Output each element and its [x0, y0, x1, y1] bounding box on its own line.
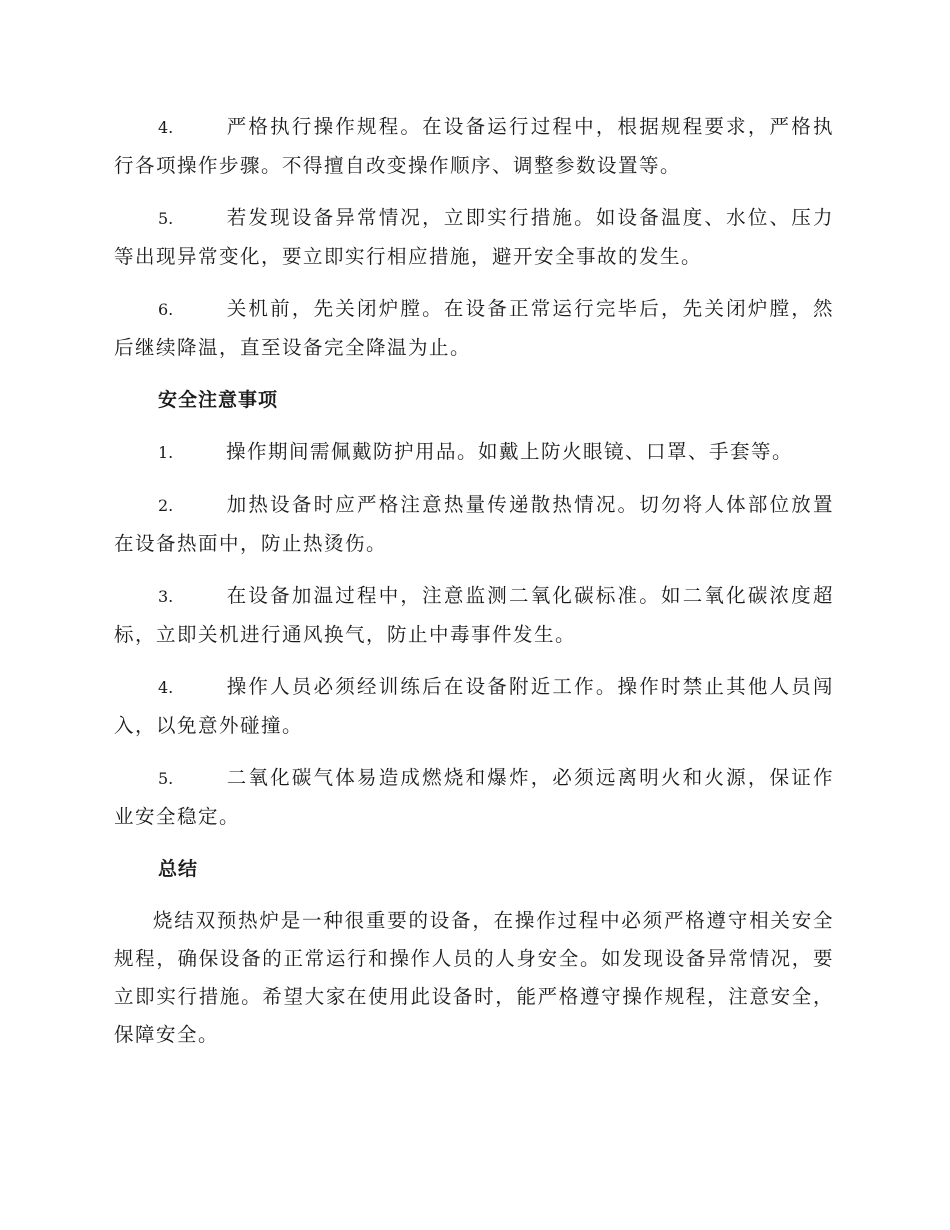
item-text: 操作期间需佩戴防护用品。如戴上防火眼镜、口罩、手套等。: [226, 440, 794, 463]
item-number: 5.: [158, 769, 174, 788]
section-heading-summary: 总结: [158, 858, 199, 880]
item-number: 6.: [158, 300, 174, 319]
item-number: 1.: [158, 443, 174, 462]
item-number: 5.: [158, 209, 174, 228]
item-text: 二氧化碳气体易造成燃烧和爆炸，必须远离明火和火源，保证作业安全稳定。: [114, 766, 834, 828]
item-number: 3.: [158, 587, 174, 606]
item-text: 关机前，先关闭炉膛。在设备正常运行完毕后，先关闭炉膛，然后继续降温，直至设备完全降温为止。: [114, 297, 834, 359]
item-text: 操作人员必须经训练后在设备附近工作。操作时禁止其他人员闯入，以免意外碰撞。: [114, 675, 834, 737]
item-number: 4.: [158, 678, 174, 697]
list-item: [114, 759, 834, 836]
item-text: 在设备加温过程中，注意监测二氧化碳标准。如二氧化碳浓度超标，立即关机进行通风换气，防止中毒事件发生。: [114, 584, 834, 646]
list-item: [114, 668, 834, 745]
section-heading-safety: 安全注意事项: [158, 389, 279, 411]
list-item: [114, 108, 834, 185]
item-text: 严格执行操作规程。在设备运行过程中，根据规程要求，严格执行各项操作步骤。不得擅自改变操作顺序、调整参数设置等。: [114, 115, 834, 177]
item-number: 2.: [158, 496, 174, 515]
document-body: [114, 108, 834, 1054]
item-text: 若发现设备异常情况，立即实行措施。如设备温度、水位、压力等出现异常变化，要立即实行相应措施，避开安全事故的发生。: [114, 206, 834, 268]
list-item: [114, 486, 834, 563]
list-item: [114, 433, 834, 472]
list-item: [114, 577, 834, 654]
item-text: 加热设备时应严格注意热量传递散热情况。切勿将人体部位放置在设备热面中，防止热烫伤。: [114, 493, 834, 555]
list-item: [114, 199, 834, 276]
summary-paragraph: 烧结双预热炉是一种很重要的设备，在操作过程中必须严格遵守相关安全规程，确保设备的正常运行和操作人员的人身安全。如发现设备异常情况，要立即实行措施。希望大家在使用此设备时，能严格遵守操作规程，注意安全，保障安全。: [114, 909, 834, 1046]
item-number: 4.: [158, 118, 174, 137]
list-item: [114, 290, 834, 367]
